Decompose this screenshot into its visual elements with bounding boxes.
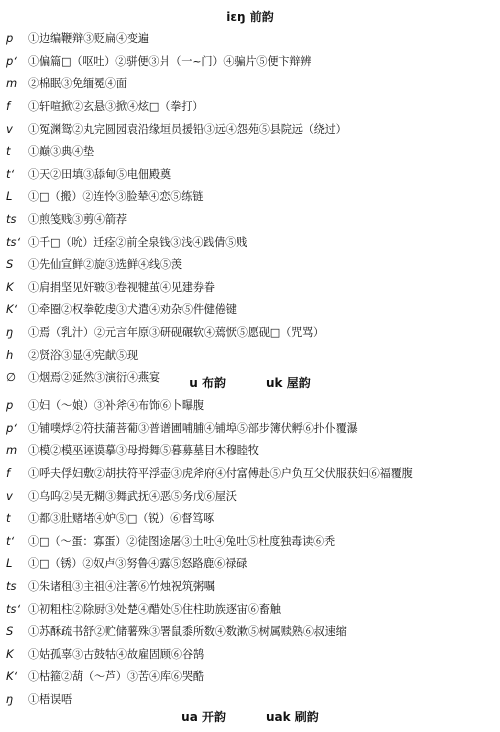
- syllable-row: [0, 439, 500, 462]
- rhyme-heading: uk 屋韵: [266, 376, 311, 390]
- section-heading-ieng: [0, 6, 500, 28]
- initial-label: L: [6, 189, 13, 204]
- initial-label: t: [6, 144, 11, 159]
- char-list: ①偏篇□（呕吐）②骈便③爿（一~门）④骗片⑤便卞辩辨: [28, 54, 312, 68]
- char-list: ①煎笺贱③剪④箭荐: [28, 213, 127, 227]
- char-list: ①牵圈②权拳乾虔③犬遣④劝杂⑤件健倦键: [28, 303, 237, 317]
- syllable-row: [0, 394, 500, 417]
- rhyme-heading: iɛŋ 前韵: [226, 10, 274, 24]
- initial-label: v: [6, 121, 13, 136]
- syllable-row: [0, 665, 500, 688]
- section-heading-ua-uak: [0, 706, 500, 728]
- syllable-row: [0, 575, 500, 598]
- initial-label: m: [6, 443, 18, 458]
- rhyme-heading: ua 开韵: [181, 710, 226, 724]
- syllable-row: [0, 163, 500, 186]
- char-list: ①都③肚赌堵④妒⑤□（锐）⑥督笃啄: [28, 512, 215, 526]
- syllable-row: [0, 507, 500, 530]
- char-list: ①千□（吮）迁痊②前全泉钱③浅④践倩⑤贱: [28, 235, 248, 249]
- initial-label: ts: [6, 579, 17, 594]
- char-list: ①巅③典④垫: [28, 145, 94, 159]
- initial-label: pʻ: [6, 53, 17, 68]
- char-list: ①呼夫俘妇敷②胡扶符平浮壶③虎斧府④付富傅赴⑤户负互父伏服获妇⑥福覆腹: [28, 467, 413, 481]
- initial-label: Kʻ: [6, 302, 18, 317]
- char-list: ①边编鞭辩③贬扁④变遍: [28, 32, 149, 46]
- initial-label: Kʻ: [6, 669, 18, 684]
- initial-label: ∅: [6, 370, 17, 385]
- initial-label: t: [6, 511, 11, 526]
- initial-label: L: [6, 556, 13, 571]
- initial-label: p: [6, 398, 14, 413]
- syllable-row: [0, 597, 500, 620]
- syllable-row: [0, 72, 500, 95]
- initial-label: f: [6, 466, 11, 481]
- syllable-row: [0, 321, 500, 344]
- char-list: ①冤渊鸳②丸完圆园袁沿缘垣员援铅③远④怨苑⑤县院远（绕过）: [28, 122, 347, 136]
- initial-label: tʻ: [6, 533, 15, 548]
- char-list: ①□（～蛋：寡蛋）②徒图途屠③土吐④兔吐⑤杜度独毒读⑥秃: [28, 534, 336, 548]
- char-list: ①铺噗烰②符扶蒲菩葡③普谱圃哺脯④铺埠⑤部步簿伏孵⑥扑仆覆瀑: [28, 421, 358, 435]
- char-list: ①苏酥疏书舒②贮储薯殊③署鼠黍所数④数漱⑤树属赎熟⑥叔速缩: [28, 625, 347, 639]
- initial-label: ts: [6, 212, 17, 227]
- char-list: ①□（锈）②奴卢③努鲁④露⑤怒路鹿⑥禄碌: [28, 557, 248, 571]
- char-list: ①乌呜②吴无糊③舞武抚④恶⑤务戊⑥屋沃: [28, 489, 237, 503]
- char-list: ①妇（～娘）③补斧④布饰⑥卜曝腹: [28, 399, 204, 413]
- initial-label: tʻ: [6, 166, 15, 181]
- initial-label: ŋ: [6, 325, 14, 340]
- char-list: ①姑孤辜③古鼓牯④故雇固顾⑥谷鹄: [28, 647, 204, 661]
- char-list: ①焉（乳汁）②元言年原③研砚碾软④蔫恹⑤愿砚□（咒骂）: [28, 326, 325, 340]
- syllable-row: [0, 230, 500, 253]
- syllable-row: [0, 185, 500, 208]
- syllable-row: [0, 50, 500, 73]
- char-list: ①模②模巫诬谟摹③母拇舞⑤暮募墓目木穆睦牧: [28, 444, 259, 458]
- initial-label: K: [6, 279, 14, 294]
- char-list: ①先仙宣鲜②旋③选鲜④线⑤羡: [28, 258, 182, 272]
- syllable-row: [0, 95, 500, 118]
- rhyme-heading: uak 刷韵: [266, 710, 319, 724]
- char-list: ①天②田填③舔甸⑤电佃殿奠: [28, 167, 171, 181]
- syllable-row: [0, 643, 500, 666]
- initial-label: pʻ: [6, 420, 17, 435]
- char-list: ②贤浴③显④宪献⑤现: [28, 348, 138, 362]
- initial-label: tsʻ: [6, 234, 21, 249]
- char-list: ①梧误唔: [28, 693, 72, 707]
- char-list: ①肩捐坚见奸皲③卷视犍茧④见建券眷: [28, 280, 215, 294]
- syllable-row: [0, 417, 500, 440]
- char-list: ①烟焉②延然③演衍④燕宴: [28, 371, 160, 385]
- char-list: ②棉眠③免缅冕④面: [28, 77, 127, 91]
- initial-label: S: [6, 257, 14, 272]
- initial-label: h: [6, 347, 14, 362]
- syllable-row: [0, 343, 500, 366]
- syllable-row: [0, 552, 500, 575]
- rhyme-heading: u 布韵: [189, 376, 227, 390]
- initial-label: v: [6, 488, 13, 503]
- syllable-row: [0, 276, 500, 299]
- syllable-row: [0, 27, 500, 50]
- char-list: ①枯箍②葫（～芦）③苦④库⑥哭酷: [28, 670, 204, 684]
- syllable-row: [0, 208, 500, 231]
- initial-label: p: [6, 31, 14, 46]
- syllable-row: [0, 117, 500, 140]
- initial-label: K: [6, 646, 14, 661]
- initial-label: tsʻ: [6, 601, 21, 616]
- initial-label: m: [6, 76, 18, 91]
- syllable-row: [0, 140, 500, 163]
- syllable-row: [0, 620, 500, 643]
- section-heading-u-uk: [0, 372, 500, 394]
- syllable-row: [0, 462, 500, 485]
- initial-label: f: [6, 99, 11, 114]
- char-list: ①□（搬）②连怜③脸辇④恋⑤练链: [28, 190, 204, 204]
- syllable-row: [0, 253, 500, 276]
- syllable-row: [0, 530, 500, 553]
- initial-label: ŋ: [6, 692, 14, 707]
- initial-label: S: [6, 624, 14, 639]
- syllable-row: [0, 484, 500, 507]
- char-list: ①朱诸租③主祖④注著⑥竹烛祝筑粥嘱: [28, 580, 215, 594]
- char-list: ①初粗柱②除厨③处楚④醋处⑤住柱助族逐宙⑥畜触: [28, 602, 281, 616]
- syllable-row: [0, 298, 500, 321]
- char-list: ①轩喧掀②玄悬③掀④炫□（拳打）: [28, 100, 204, 114]
